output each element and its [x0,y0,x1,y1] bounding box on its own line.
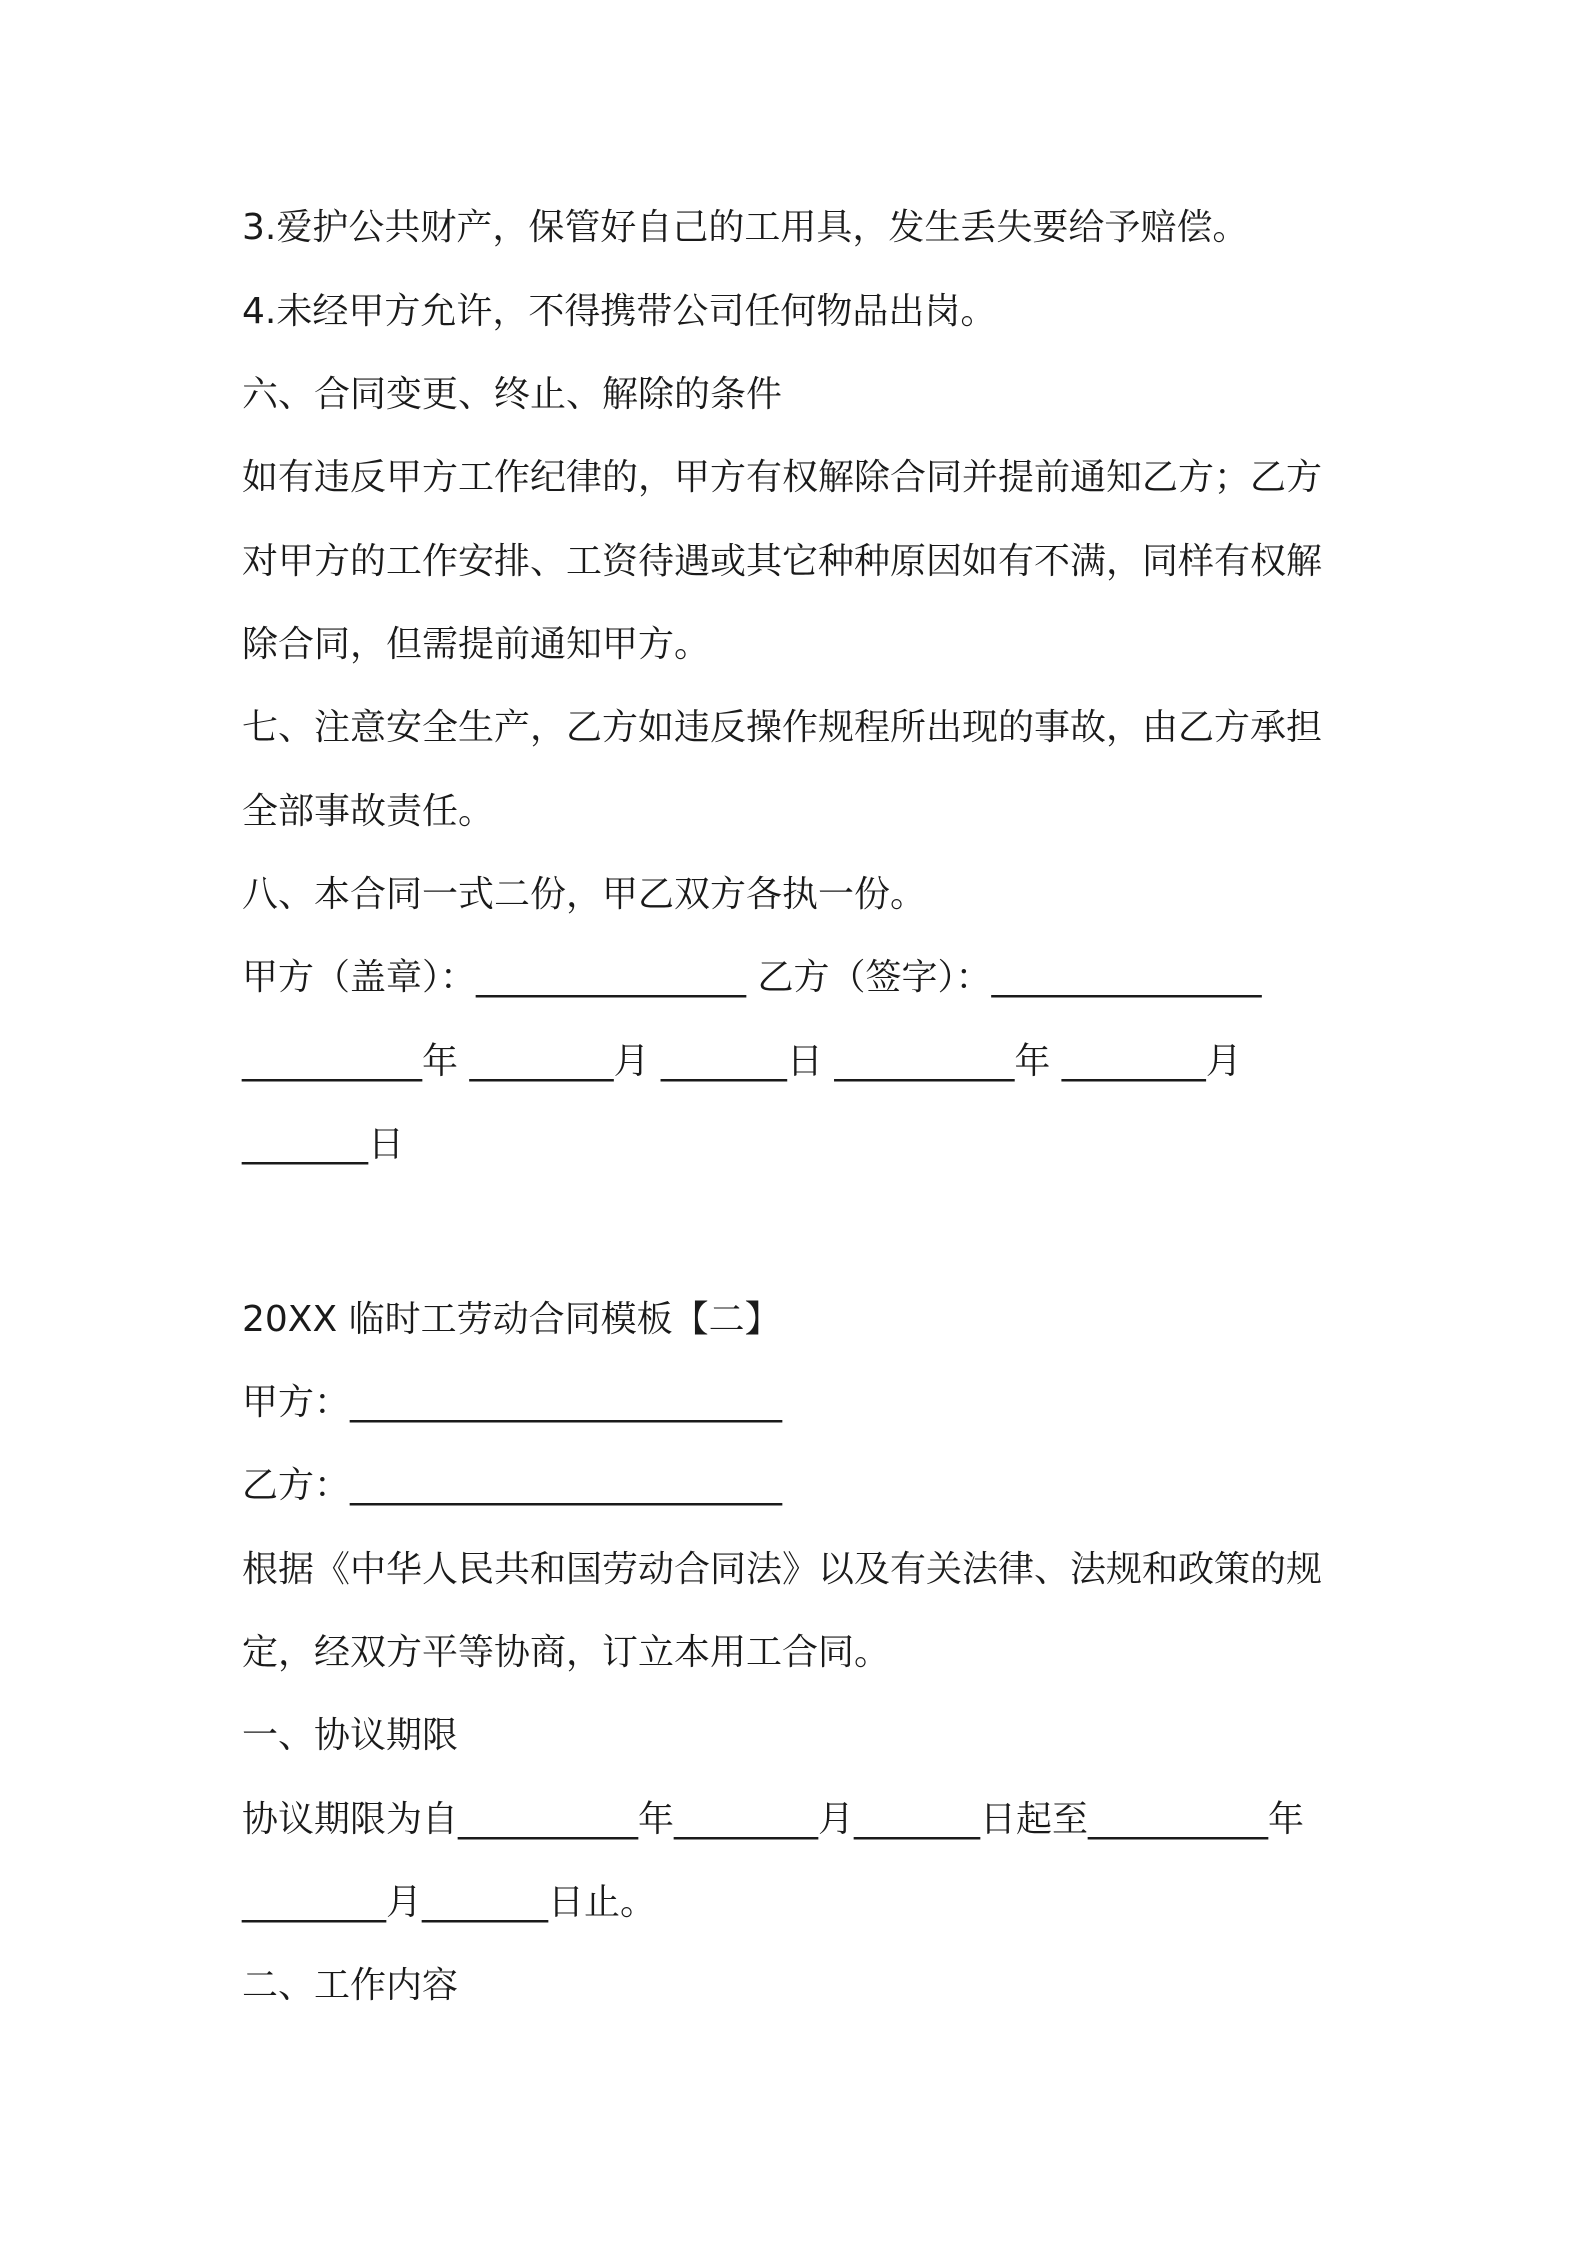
preamble-line-2: 定，经双方平等协商，订立本用工合同。 [242,1632,891,1673]
term-line-1: 协议期限为自__________年________月_______日起至__________年 [242,1799,1305,1840]
date-line-1: __________年 ________月 _______日 __________年 ________月 [242,1041,1242,1082]
party-b-field: 乙方：________________________ [242,1465,783,1506]
date-line-2: _______日 [242,1124,405,1165]
template-2-title: 20XX 临时工劳动合同模板【二】 [242,1299,781,1340]
section-6-paragraph-line-3: 除合同，但需提前通知甲方。 [242,624,711,665]
signature-line: 甲方（盖章）：_______________ 乙方（签字）：_______________ [242,957,1262,998]
preamble-line-1: 根据《中华人民共和国劳动合同法》以及有关法律、法规和政策的规 [242,1549,1323,1590]
section-7-line-1: 七、注意安全生产，乙方如违反操作规程所出现的事故，由乙方承担 [242,707,1323,748]
term-line-2: ________月_______日止。 [242,1882,657,1923]
section-1-heading: 一、协议期限 [242,1715,459,1756]
section-6-heading: 六、合同变更、终止、解除的条件 [242,374,783,415]
clause-4-no-items-out: 4.未经甲方允许，不得携带公司任何物品出岗。 [242,291,997,332]
section-7-line-2: 全部事故责任。 [242,791,495,832]
section-8-copies: 八、本合同一式二份，甲乙双方各执一份。 [242,874,927,915]
section-6-paragraph-line-2: 对甲方的工作安排、工资待遇或其它种种原因如有不满，同样有权解 [242,541,1323,582]
section-6-paragraph-line-1: 如有违反甲方工作纪律的，甲方有权解除合同并提前通知乙方；乙方 [242,457,1323,498]
clause-3-protect-property: 3.爱护公共财产，保管好自己的工用具，发生丢失要给予赔偿。 [242,207,1249,248]
party-a-field: 甲方：________________________ [242,1382,783,1423]
section-2-heading: 二、工作内容 [242,1965,459,2006]
